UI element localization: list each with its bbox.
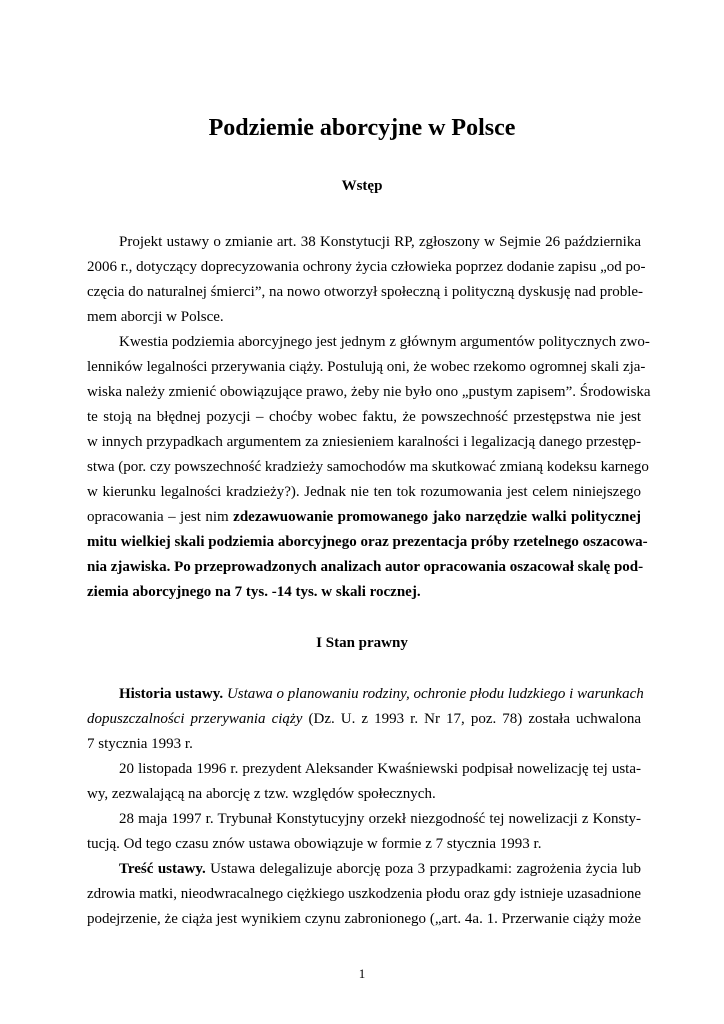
paragraph-tribunal: [87, 807, 641, 857]
text-line: w kierunku legalności kradzieży?). Jednak nie ten tok rozumowania jest celem niniejszego: [87, 484, 641, 500]
paragraph-amendment: [87, 757, 641, 807]
text-line: 2006 r., dotyczący doprecyzowania ochrony życia człowieka poprzez dodanie zapisu „od po-: [87, 259, 646, 275]
text-line: wy, zezwalającą na aborcję z tzw. względów społecznych.: [87, 786, 436, 802]
text-line: 28 maja 1997 r. Trybunał Konstytucyjny orzekł niezgodność tej nowelizacji z Konsty-: [119, 811, 641, 827]
text-line: Kwestia podziemia aborcyjnego jest jednym z głównym argumentów politycznych zwo-: [119, 334, 650, 350]
text-line: 7 stycznia 1993 r.: [87, 736, 193, 752]
text-line-mixed: [87, 707, 641, 732]
section-heading-intro: Wstęp: [341, 178, 383, 194]
text-line: zdrowia matki, nieodwracalnego ciężkiego uszkodzenia płodu oraz gdy istnieje uzasadnione: [87, 886, 641, 902]
text-line: lenników legalności przerywania ciąży. Postulują oni, że wobec rzekomo ogromnej skali zja-: [87, 359, 646, 375]
text-line: Projekt ustawy o zmianie art. 38 Konstytucji RP, zgłoszony w Sejmie 26 października: [119, 234, 641, 250]
text-line: mem aborcji w Polsce.: [87, 309, 224, 325]
paragraph-content: [87, 857, 641, 932]
text-line: wiska należy zmienić obowiązujące prawo, żeby nie było ono „pustym zapisem”. Środowiska: [87, 384, 651, 400]
page-title: Podziemie aborcyjne w Polsce: [208, 115, 516, 141]
text-line-mixed: [87, 505, 641, 530]
text-line: w innych przypadkach argumentem za zniesieniem karalności i legalizacją danego przestęp-: [87, 434, 641, 450]
paragraph-history: [87, 682, 644, 757]
text-line-mixed: [87, 857, 641, 882]
text-line: częcia do naturalnej śmierci”, na nowo otworzył społeczną i polityczną dyskusję nad proble-: [87, 284, 644, 300]
text-italic: dopuszczalności przerywania ciąży: [87, 711, 303, 727]
text-italic: Ustawa o planowaniu rodziny, ochronie płodu ludzkiego i warunkach: [226, 686, 644, 702]
text-line: 20 listopada 1996 r. prezydent Aleksander Kwaśniewski podpisał nowelizację tej usta-: [119, 761, 641, 777]
text-plain: Ustawa delegalizuje aborcję poza 3 przypadkami: zagrożenia życia lub: [210, 861, 641, 877]
text-line: te stoją na błędnej pozycji – choćby wobec faktu, że powszechność przestępstwa nie jest: [87, 409, 641, 425]
section-heading-legal-status: I Stan prawny: [316, 635, 408, 651]
text-line: stwa (por. czy powszechność kradzieży samochodów ma skutkować zmianą kodeksu karnego: [87, 459, 649, 475]
text-line-bold: mitu wielkiej skali podziemia aborcyjnego oraz prezentacja próby rzetelnego oszacowa-: [87, 534, 648, 550]
text-line-bold: ziemia aborcyjnego na 7 tys. -14 tys. w skali rocznej.: [87, 584, 421, 600]
text-line: podejrzenie, że ciąża jest wynikiem czynu zabronionego („art. 4a. 1. Przerwanie ciąży może: [87, 911, 641, 927]
text-plain: opracowania – jest nim: [87, 509, 234, 525]
text-line-mixed: [87, 682, 644, 707]
paragraph-2: [87, 330, 651, 605]
text-plain: (Dz. U. z 1993 r. Nr 17, poz. 78) została uchwalona: [308, 711, 642, 727]
lead-bold: Treść ustawy.: [119, 861, 206, 877]
text-line-bold: nia zjawiska. Po przeprowadzonych analizach autor opracowania oszacował skalę pod-: [87, 559, 644, 575]
paragraph-1: [87, 230, 646, 330]
page-number: 1: [358, 966, 366, 981]
text-bold: zdezawuowanie promowanego jako narzędzie walki politycznej: [233, 509, 641, 525]
text-line: tucją. Od tego czasu znów ustawa obowiązuje w formie z 7 stycznia 1993 r.: [87, 836, 542, 852]
lead-bold: Historia ustawy.: [119, 686, 224, 702]
